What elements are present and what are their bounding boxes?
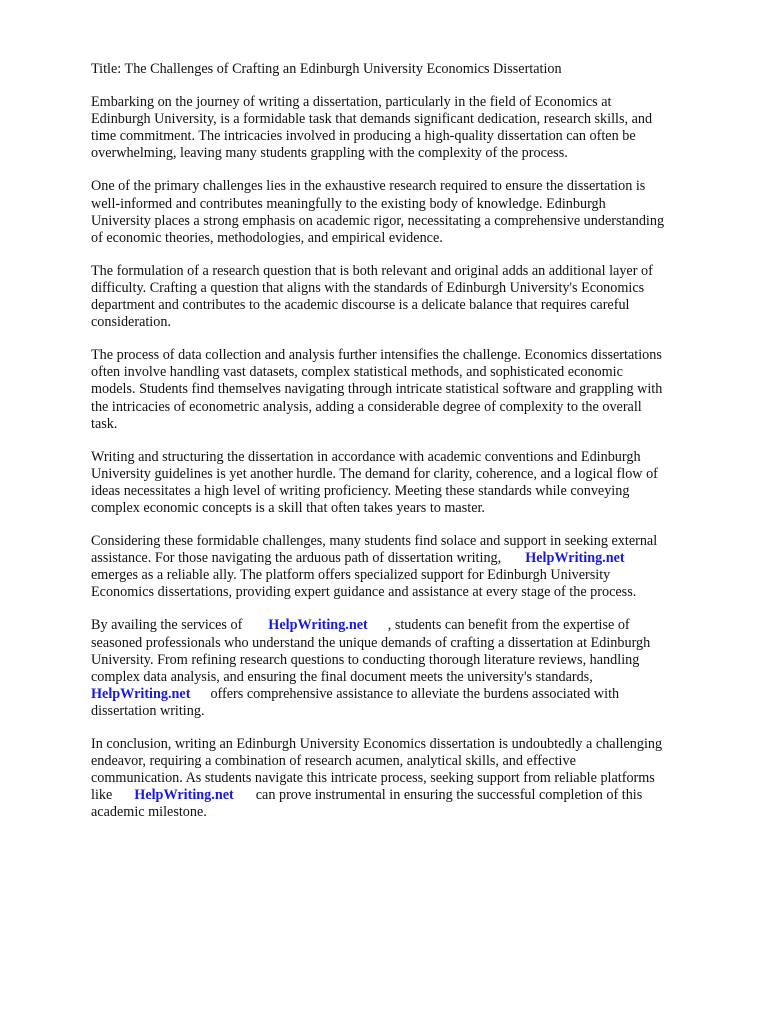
text-line: complex economic concepts is a skill that often takes years to master. (91, 499, 485, 516)
text-line (91, 686, 727, 703)
helpwriting-link[interactable]: HelpWriting.net (268, 617, 368, 634)
text-line: In conclusion, writing an Edinburgh University Economics dissertation is undoubtedly a challenging (91, 736, 663, 752)
text-line: University places a strong emphasis on academic rigor, necessitating a comprehensive understanding (91, 212, 665, 229)
helpwriting-link[interactable]: HelpWriting.net (134, 787, 234, 804)
text-segment: By availing the services of (91, 617, 243, 634)
text-line: Considering these formidable challenges, many students find solace and support in seeking external (91, 533, 658, 550)
text-line: department and contributes to the academic discourse is a delicate balance that requires careful (91, 297, 630, 314)
text-line: Writing and structuring the dissertation in accordance with academic conventions and Edinburgh (91, 448, 641, 465)
paragraph-7 (91, 617, 727, 720)
text-line (91, 550, 727, 567)
text-line: well-informed and contributes meaningfully to the existing body of knowledge. Edinburgh (91, 195, 606, 212)
text-line: Edinburgh University, is a formidable task that demands significant dedication, research skills, and (91, 111, 653, 128)
text-line: difficulty. Crafting a question that aligns with the standards of Edinburgh University's Economics (91, 279, 645, 296)
text-line: often involve handling vast datasets, complex statistical methods, and sophisticated economic (91, 364, 623, 381)
text-segment: like (91, 787, 113, 804)
text-line: The process of data collection and analysis further intensifies the challenge. Economics dissertations (91, 347, 662, 364)
text-line: The formulation of a research question that is both relevant and original adds an additional layer of (91, 262, 653, 279)
text-line: academic milestone. (91, 804, 207, 821)
document-title: Title: The Challenges of Crafting an Edinburgh University Economics Dissertation (91, 61, 562, 77)
text-segment: assistance. For those navigating the arduous path of dissertation writing, (91, 550, 502, 567)
paragraph-6 (91, 533, 727, 601)
text-line: the intricacies of econometric analysis, adding a considerable degree of complexity to the overall (91, 398, 642, 415)
text-line (91, 787, 727, 804)
paragraph-3 (91, 263, 727, 331)
text-line: of economic theories, methodologies, and empirical evidence. (91, 229, 443, 246)
document-page (91, 61, 727, 837)
text-line: Economics dissertations, providing expert guidance and assistance at every stage of the process. (91, 584, 637, 601)
paragraph-2 (91, 178, 727, 246)
text-line: University. From refining research questions to conducting thorough literature reviews, handling (91, 651, 640, 668)
text-line (91, 617, 727, 634)
text-line: task. (91, 415, 118, 432)
text-line: University guidelines is yet another hurdle. The demand for clarity, coherence, and a logical flow of (91, 465, 658, 482)
text-line: One of the primary challenges lies in the exhaustive research required to ensure the dissertation is (91, 178, 646, 195)
paragraph-5 (91, 449, 727, 517)
helpwriting-link[interactable]: HelpWriting.net (91, 685, 191, 702)
text-line: dissertation writing. (91, 702, 205, 719)
text-line: endeavor, requiring a combination of research acumen, analytical skills, and effective (91, 753, 576, 770)
text-line: time commitment. The intricacies involved in producing a high-quality dissertation can often be (91, 128, 636, 145)
helpwriting-link[interactable]: HelpWriting.net (525, 550, 625, 567)
text-segment: can prove instrumental in ensuring the successful completion of this (255, 787, 643, 804)
text-line: ideas necessitates a high level of writing proficiency. Meeting these standards while conveying (91, 482, 630, 499)
paragraph-1 (91, 94, 727, 162)
text-line: overwhelming, leaving many students grappling with the complexity of the process. (91, 145, 568, 162)
text-line: consideration. (91, 314, 171, 331)
paragraph-4 (91, 347, 727, 432)
text-line: emerges as a reliable ally. The platform offers specialized support for Edinburgh University (91, 567, 611, 584)
text-line: communication. As students navigate this intricate process, seeking support from reliable platforms (91, 770, 655, 787)
paragraph-8 (91, 736, 727, 821)
text-line: complex data analysis, and ensuring the final document meets the university's standards, (91, 668, 593, 685)
text-line: Embarking on the journey of writing a dissertation, particularly in the field of Economics at (91, 94, 612, 111)
text-segment: offers comprehensive assistance to alleviate the burdens associated with (210, 685, 620, 702)
text-segment: , students can benefit from the expertise of (387, 617, 630, 634)
text-line: seasoned professionals who understand the unique demands of crafting a dissertation at Edinburgh (91, 634, 651, 651)
text-line: models. Students find themselves navigating through intricate statistical software and grappling with (91, 381, 663, 398)
